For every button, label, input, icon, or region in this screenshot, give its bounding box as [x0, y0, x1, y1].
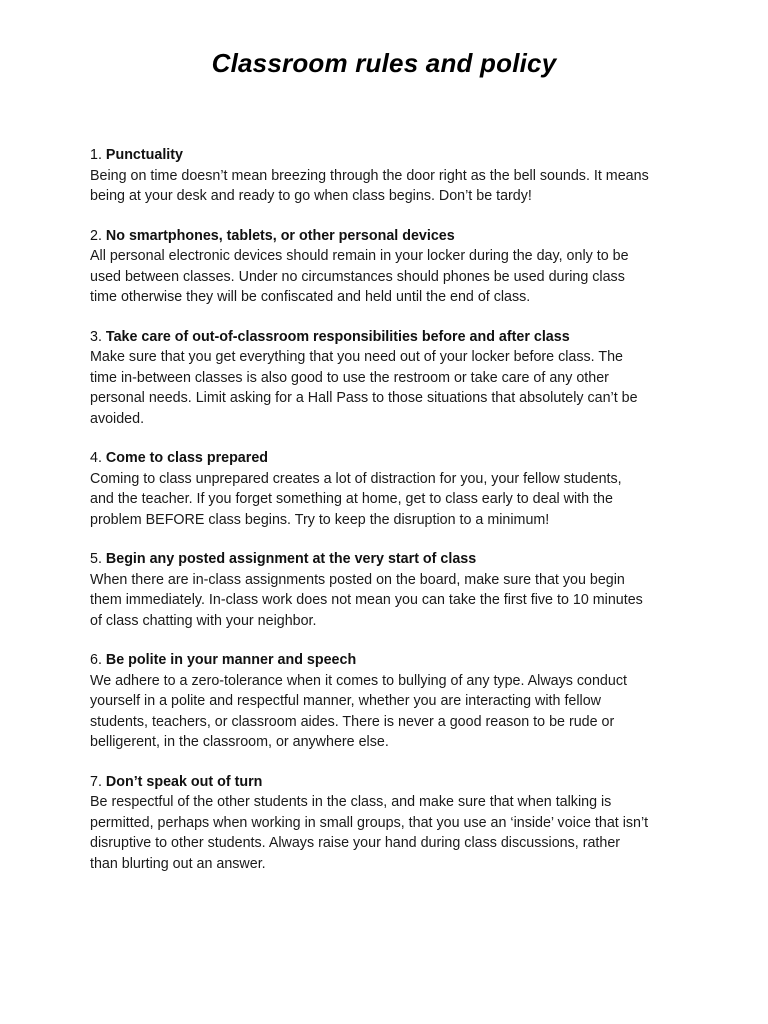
rule-item	[90, 327, 690, 430]
rule-body-line: them immediately. In-class work does not mean you can take the first five to 10 minutes	[90, 592, 643, 608]
rule-heading: Don’t speak out of turn	[105, 773, 263, 790]
rule-body-line: belligerent, in the classroom, or anywhere else.	[90, 734, 389, 750]
rule-body	[90, 166, 690, 207]
rule-item	[90, 226, 690, 308]
rule-body-line: students, teachers, or classroom aides. There is never a good reason to be rude or	[90, 713, 615, 730]
rule-body	[90, 671, 690, 753]
rule-body-line: used between classes. Under no circumstances should phones be used during class	[90, 268, 625, 285]
rule-header	[90, 448, 690, 469]
rule-body-line: All personal electronic devices should remain in your locker during the day, only to be	[90, 248, 629, 264]
rule-body	[90, 347, 690, 429]
rule-number: 1.	[90, 147, 102, 163]
rule-number: 6.	[90, 652, 102, 668]
rule-body-line: of class chatting with your neighbor.	[90, 612, 317, 629]
rule-body	[90, 469, 690, 531]
rule-body-line: being at your desk and ready to go when class begins. Don’t be tardy!	[90, 188, 532, 204]
rule-body	[90, 570, 690, 632]
rules-list	[90, 145, 690, 893]
rule-body-line: avoided.	[90, 410, 145, 427]
rule-header	[90, 549, 690, 570]
page-title: Classroom rules and policy	[211, 48, 557, 78]
rule-item	[90, 650, 690, 753]
rule-body-line: Be respectful of the other students in the class, and make sure that when talking is	[90, 794, 612, 810]
rule-number: 4.	[90, 450, 102, 466]
rule-header	[90, 226, 690, 247]
rule-heading: No smartphones, tablets, or other personal devices	[105, 227, 455, 244]
rule-number: 7.	[90, 773, 102, 790]
rule-item	[90, 145, 690, 207]
rule-item	[90, 448, 690, 530]
rule-number: 3.	[90, 328, 102, 345]
rule-body-line: personal needs. Limit asking for a Hall Pass to those situations that absolutely can’t be	[90, 390, 638, 406]
rule-header	[90, 772, 690, 793]
rule-heading: Punctuality	[105, 147, 183, 163]
rule-body-line: Make sure that you get everything that you need out of your locker before class. The	[90, 349, 623, 365]
rule-header	[90, 145, 690, 166]
rule-body-line: disruptive to other students. Always raise your hand during class discussions, rather	[90, 835, 621, 851]
rule-body-line: time in-between classes is also good to use the restroom or take care of any other	[90, 369, 609, 386]
rule-body-line: and the teacher. If you forget something at home, get to class early to deal with the	[90, 491, 613, 507]
rule-body-line: than blurting out an answer.	[90, 855, 266, 872]
rule-body-line: When there are in-class assignments posted on the board, make sure that you begin	[90, 571, 625, 588]
rule-number: 5.	[90, 551, 102, 567]
rule-heading: Come to class prepared	[105, 450, 269, 466]
rule-body-line: problem BEFORE class begins. Try to keep the disruption to a minimum!	[90, 511, 550, 528]
rule-body-line: yourself in a polite and respectful manner, whether you are interacting with fellow	[90, 693, 601, 709]
rule-body	[90, 792, 690, 874]
rule-heading: Be polite in your manner and speech	[105, 652, 357, 668]
rule-number: 2.	[90, 227, 102, 244]
rule-item	[90, 549, 690, 631]
rule-header	[90, 650, 690, 671]
rule-body-line: time otherwise they will be confiscated and held until the end of class.	[90, 289, 531, 305]
rule-body-line: Being on time doesn’t mean breezing through the door right as the bell sounds. It means	[90, 167, 649, 184]
rule-body	[90, 246, 690, 308]
rule-body-line: We adhere to a zero-tolerance when it comes to bullying of any type. Always conduct	[90, 672, 627, 689]
rule-heading: Begin any posted assignment at the very start of class	[105, 551, 477, 567]
rule-body-line: Coming to class unprepared creates a lot of distraction for you, your fellow students,	[90, 470, 622, 487]
rule-item	[90, 772, 690, 875]
rule-header	[90, 327, 690, 348]
rule-heading: Take care of out-of-classroom responsibilities before and after class	[105, 328, 570, 345]
rule-body-line: permitted, perhaps when working in small groups, that you use an ‘inside’ voice that isn’t	[90, 814, 649, 831]
